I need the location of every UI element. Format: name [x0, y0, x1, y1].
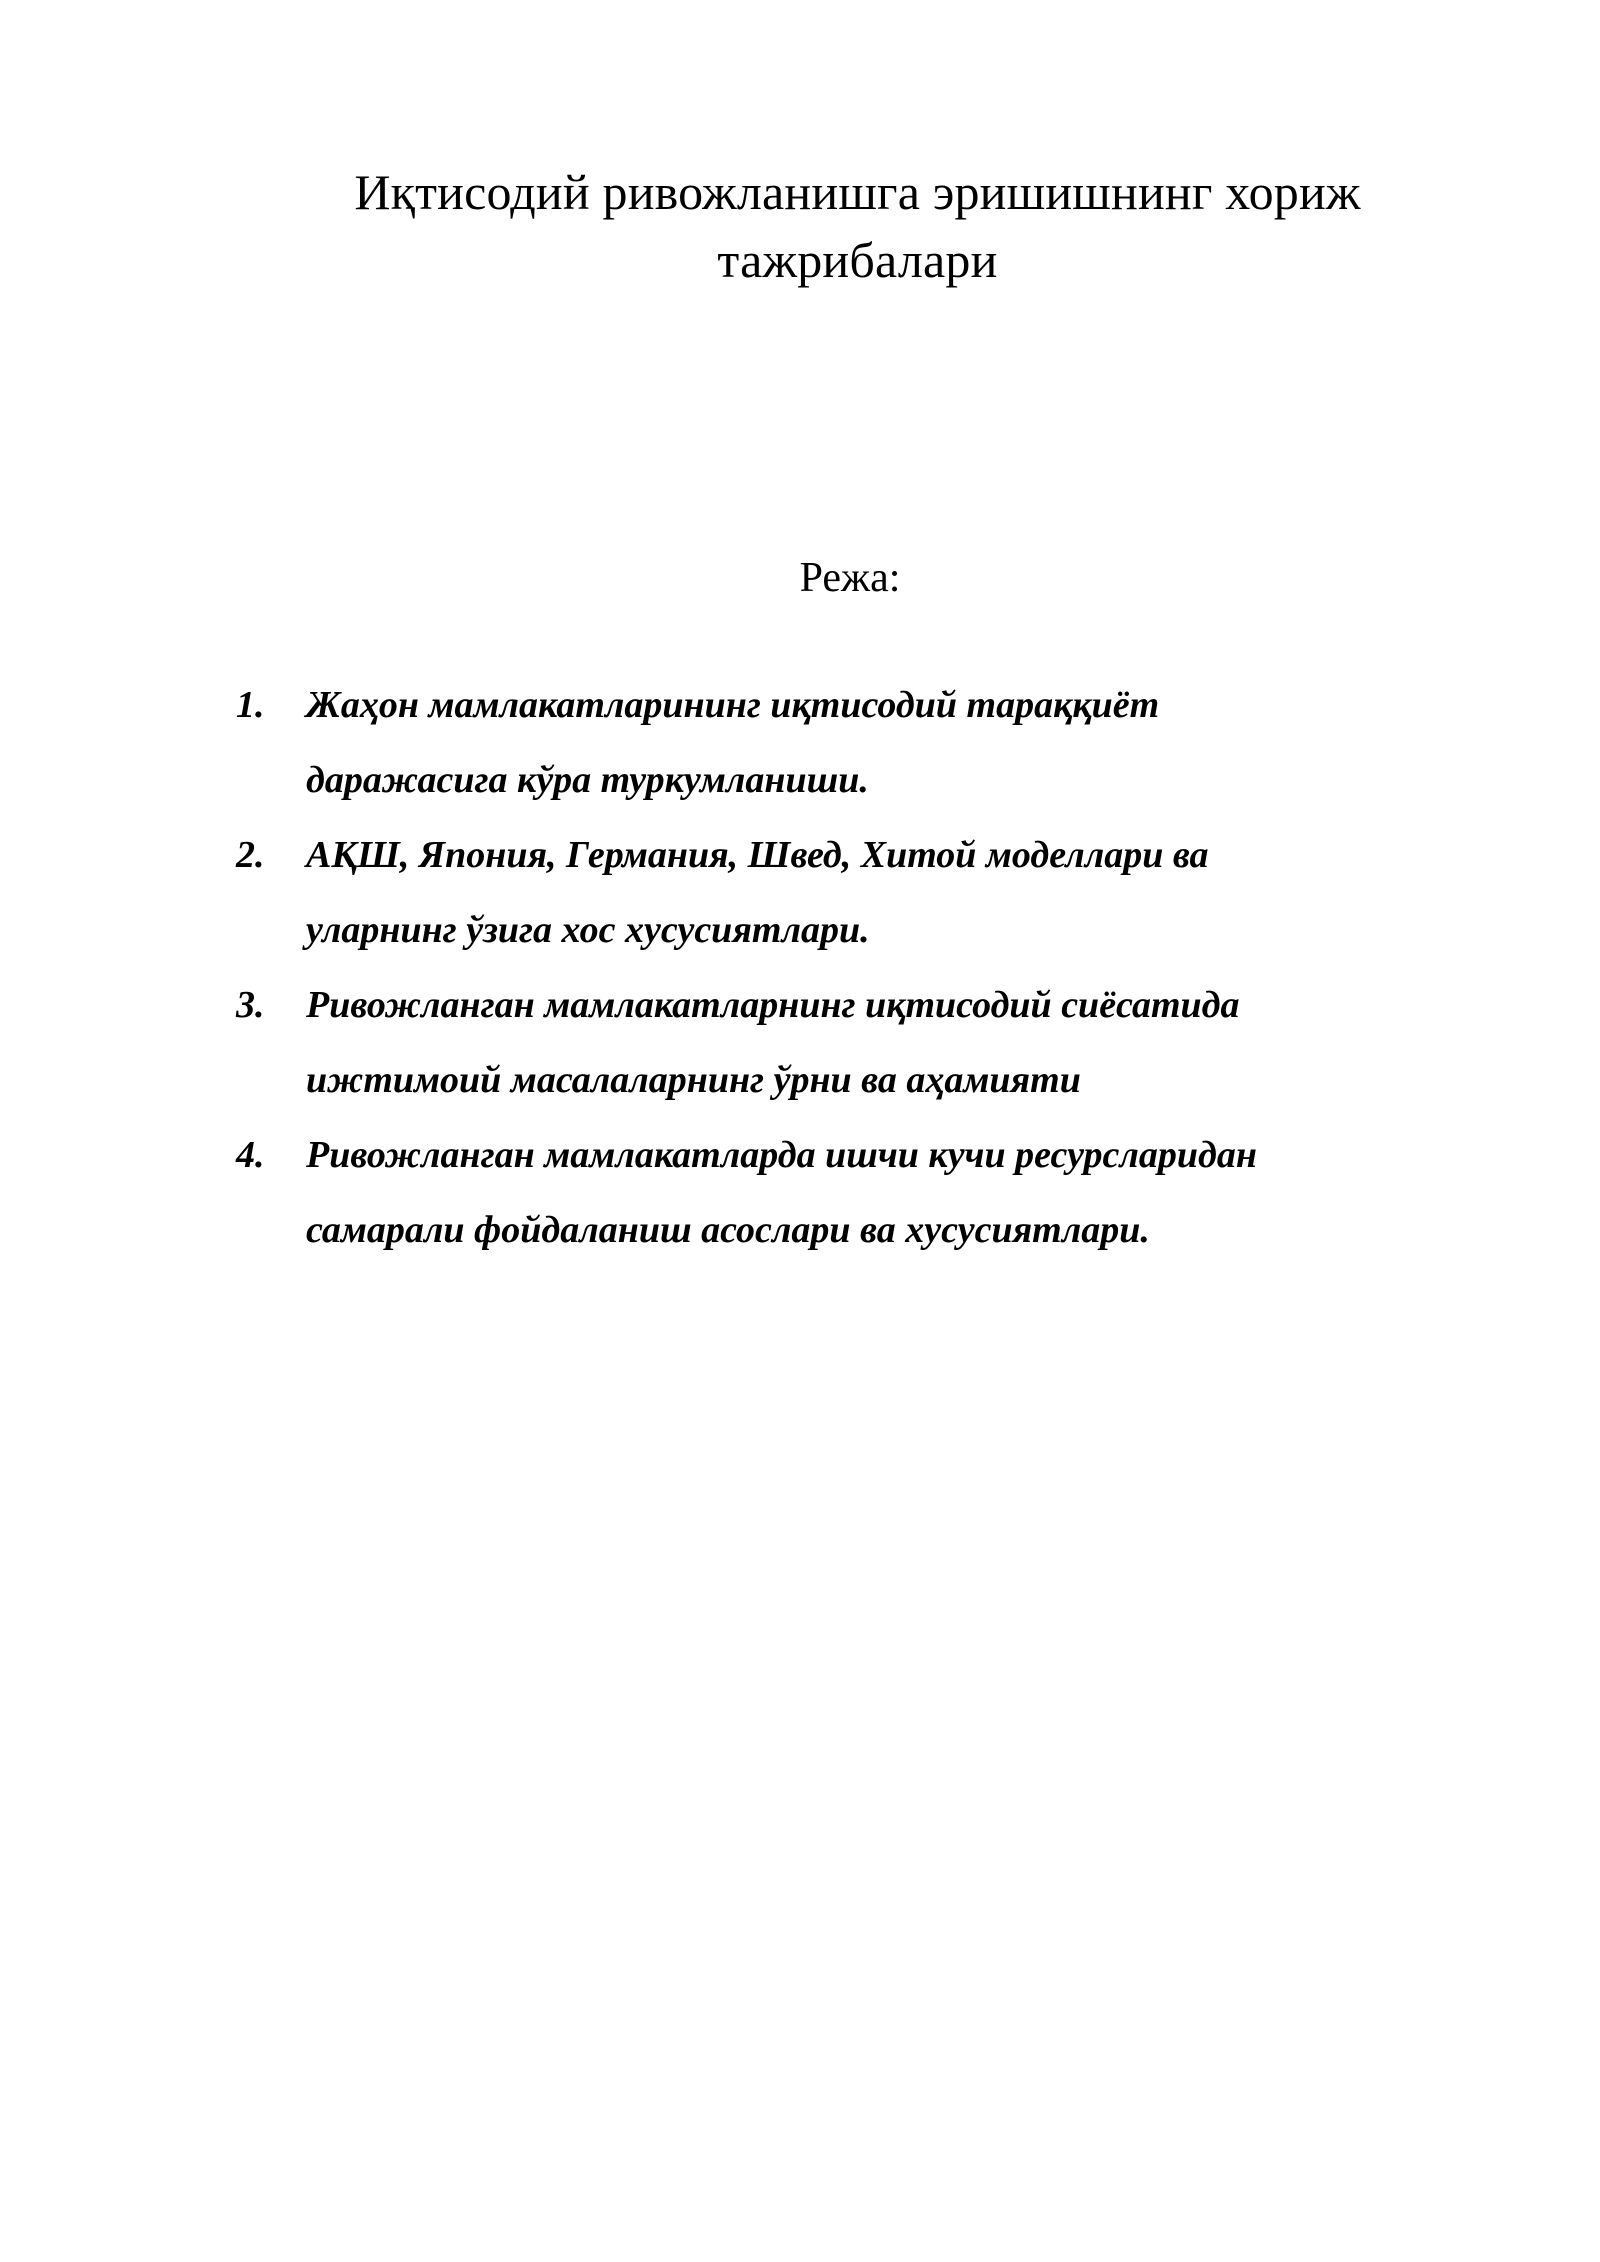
plan-item-number: 2.: [236, 834, 265, 876]
page-title: [245, 158, 1470, 294]
plan-item-line-2: ижтимоий масалаларнинг ўрни ва аҳамияти: [306, 1059, 1081, 1101]
title-line-2: тажрибалари: [717, 232, 998, 288]
plan-list: [232, 668, 1462, 1268]
plan-item-line-2: самарали фойдаланиш асослари ва хусусиятлари.: [306, 1209, 1150, 1251]
plan-item-line-1: АҚШ, Япония, Германия, Швед, Хитой моделлари ва: [306, 834, 1209, 876]
plan-item-4: [232, 1118, 1462, 1268]
plan-item-number: 3.: [236, 984, 265, 1026]
plan-item-2: [232, 818, 1462, 968]
plan-item-line-1: Жаҳон мамлакатларининг иқтисодий тараққиёт: [306, 684, 1160, 726]
plan-item-line-1: Ривожланган мамлакатларда ишчи кучи ресурсларидан: [306, 1134, 1257, 1176]
plan-item-number: 1.: [236, 684, 265, 726]
plan-item-line-2: уларнинг ўзига хос хусусиятлари.: [306, 909, 870, 951]
plan-item-1: [232, 668, 1462, 818]
plan-heading: Режа:: [799, 555, 901, 601]
plan-item-line-2: даражасига кўра туркумланиши.: [306, 759, 869, 801]
plan-item-number: 4.: [236, 1134, 265, 1176]
plan-item-3: [232, 968, 1462, 1118]
plan-item-line-1: Ривожланган мамлакатларнинг иқтисодий сиёсатида: [306, 984, 1240, 1026]
title-line-1: Иқтисодий ривожланишга эришишнинг хориж: [354, 164, 1361, 220]
